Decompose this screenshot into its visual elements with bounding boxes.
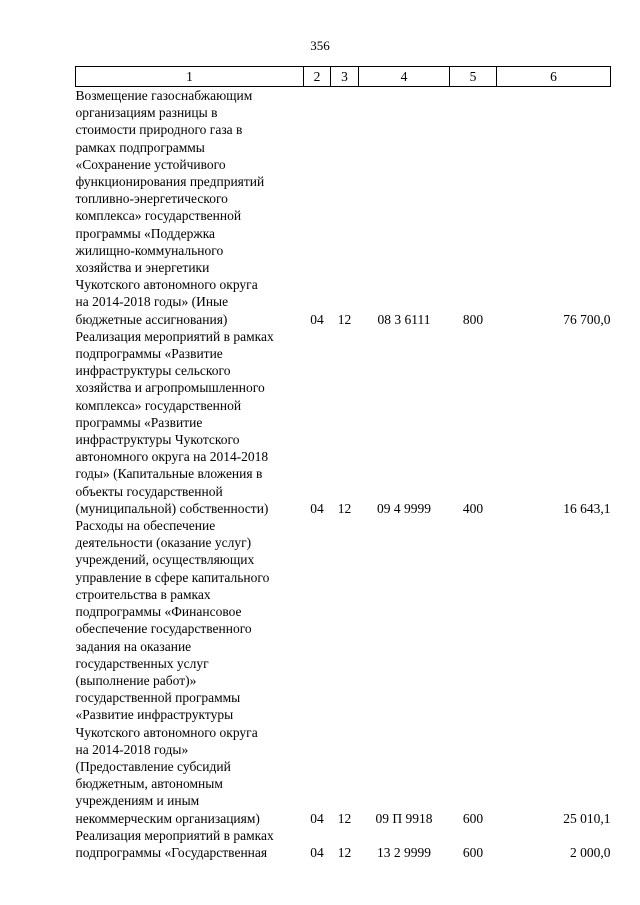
expense-name-line: подпрограммы «Финансовое	[75, 604, 242, 620]
table-body	[76, 87, 611, 862]
expense-name-line: топливно-энергетического	[75, 191, 228, 207]
expense-name-line: Возмещение газоснабжающим	[75, 88, 253, 103]
target-article-cell: 09 П 9918	[375, 810, 433, 826]
expense-name-line: Чукотского автономного округа	[75, 724, 258, 740]
section-code-cell: 04	[310, 810, 324, 826]
expense-name-line: Реализация мероприятий в рамках	[75, 827, 274, 843]
column-header: 4	[359, 67, 450, 87]
expense-name-cell	[76, 87, 304, 328]
column-header: 1	[76, 67, 304, 87]
table-row	[76, 517, 611, 827]
expense-type-cell: 800	[462, 311, 484, 327]
amount-cell: 16 643,1	[563, 500, 611, 516]
budget-table	[75, 66, 611, 861]
column-header: 3	[331, 67, 359, 87]
expense-name-line: «Развитие инфраструктуры	[75, 707, 234, 723]
expense-name-line: учреждений, осуществляющих	[75, 552, 255, 568]
target-article-cell: 09 4 9999	[377, 500, 431, 516]
expense-name-line: организациям разницы в	[75, 105, 218, 121]
expense-name-line: на 2014-2018 годы» (Иные	[75, 294, 229, 310]
expense-name-line: (муниципальной) собственности)	[75, 500, 269, 516]
column-header: 6	[497, 67, 611, 87]
target-article-cell: 08 3 6111	[377, 311, 431, 327]
amount-cell: 2 000,0	[570, 844, 611, 860]
amount-cell: 76 700,0	[563, 311, 611, 327]
expense-name-cell	[76, 328, 304, 517]
expense-name-line: (выполнение работ)»	[75, 672, 197, 688]
expense-name-cell	[76, 827, 304, 861]
expense-name-line: подпрограммы «Государственная	[75, 844, 268, 860]
expense-name-line: инфраструктуры сельского	[75, 363, 231, 379]
expense-name-line: Чукотского автономного округа	[75, 277, 258, 293]
expense-name-line: государственных услуг	[75, 655, 209, 671]
table-row	[76, 328, 611, 517]
section-code-cell: 04	[310, 844, 324, 860]
subsection-code-cell: 12	[337, 810, 352, 826]
column-header: 2	[304, 67, 331, 87]
expense-name-line: функционирования предприятий	[75, 174, 265, 190]
expense-name-line: Реализация мероприятий в рамках	[75, 328, 274, 344]
expense-name-line: комплекса» государственной	[75, 397, 242, 413]
expense-name-line: программы «Развитие	[75, 414, 203, 430]
table-row	[76, 827, 611, 861]
expense-name-line: автономного округа на 2014-2018	[75, 449, 269, 465]
expense-name-line: государственной программы	[75, 690, 241, 706]
expense-name-line: задания на оказание	[75, 638, 192, 654]
expense-name-line: «Сохранение устойчивого	[75, 156, 226, 172]
expense-name-line: Расходы на обеспечение	[75, 518, 216, 534]
expense-name-line: обеспечение государственного	[75, 621, 252, 637]
column-header: 5	[450, 67, 497, 87]
expense-name-line: строительства в рамках	[75, 586, 211, 602]
subsection-code-cell: 12	[337, 500, 352, 516]
expense-name-line: хозяйства и агропромышленного	[75, 380, 265, 396]
expense-name-line: хозяйства и энергетики	[75, 260, 210, 276]
header-row	[76, 67, 611, 87]
target-article-cell: 13 2 9999	[377, 844, 431, 860]
expense-name-line: некоммерческим организациям)	[75, 810, 260, 826]
expense-name-line: деятельности (оказание услуг)	[75, 535, 252, 551]
page-number: 356	[310, 38, 330, 53]
expense-name-line: (Предоставление субсидий	[75, 758, 231, 774]
expense-name-line: учреждениям и иным	[75, 793, 200, 809]
subsection-code-cell: 12	[337, 311, 352, 327]
expense-name-line: комплекса» государственной	[75, 208, 242, 224]
expense-name-line: инфраструктуры Чукотского	[75, 432, 240, 448]
expense-name-line: объекты государственной	[75, 483, 223, 499]
expense-type-cell: 600	[462, 844, 484, 860]
expense-name-line: на 2014-2018 годы»	[75, 741, 189, 757]
table-row	[76, 87, 611, 328]
expense-type-cell: 600	[462, 810, 484, 826]
expense-name-line: рамках подпрограммы	[75, 139, 205, 155]
expense-name-line: годы» (Капитальные вложения в	[75, 466, 263, 482]
expense-name-line: бюджетные ассигнования)	[75, 311, 228, 327]
amount-cell: 25 010,1	[563, 810, 611, 826]
expense-name-cell	[76, 517, 304, 827]
expense-type-cell: 400	[462, 500, 484, 516]
subsection-code-cell: 12	[337, 844, 352, 860]
expense-name-line: стоимости природного газа в	[75, 122, 243, 138]
expense-name-line: программы «Поддержка	[75, 225, 216, 241]
expense-name-line: жилищно-коммунального	[75, 242, 224, 258]
section-code-cell: 04	[310, 311, 324, 327]
expense-name-line: управление в сфере капитального	[75, 569, 270, 585]
section-code-cell: 04	[310, 500, 324, 516]
expense-name-line: подпрограммы «Развитие	[75, 346, 223, 362]
expense-name-line: бюджетным, автономным	[75, 776, 223, 792]
